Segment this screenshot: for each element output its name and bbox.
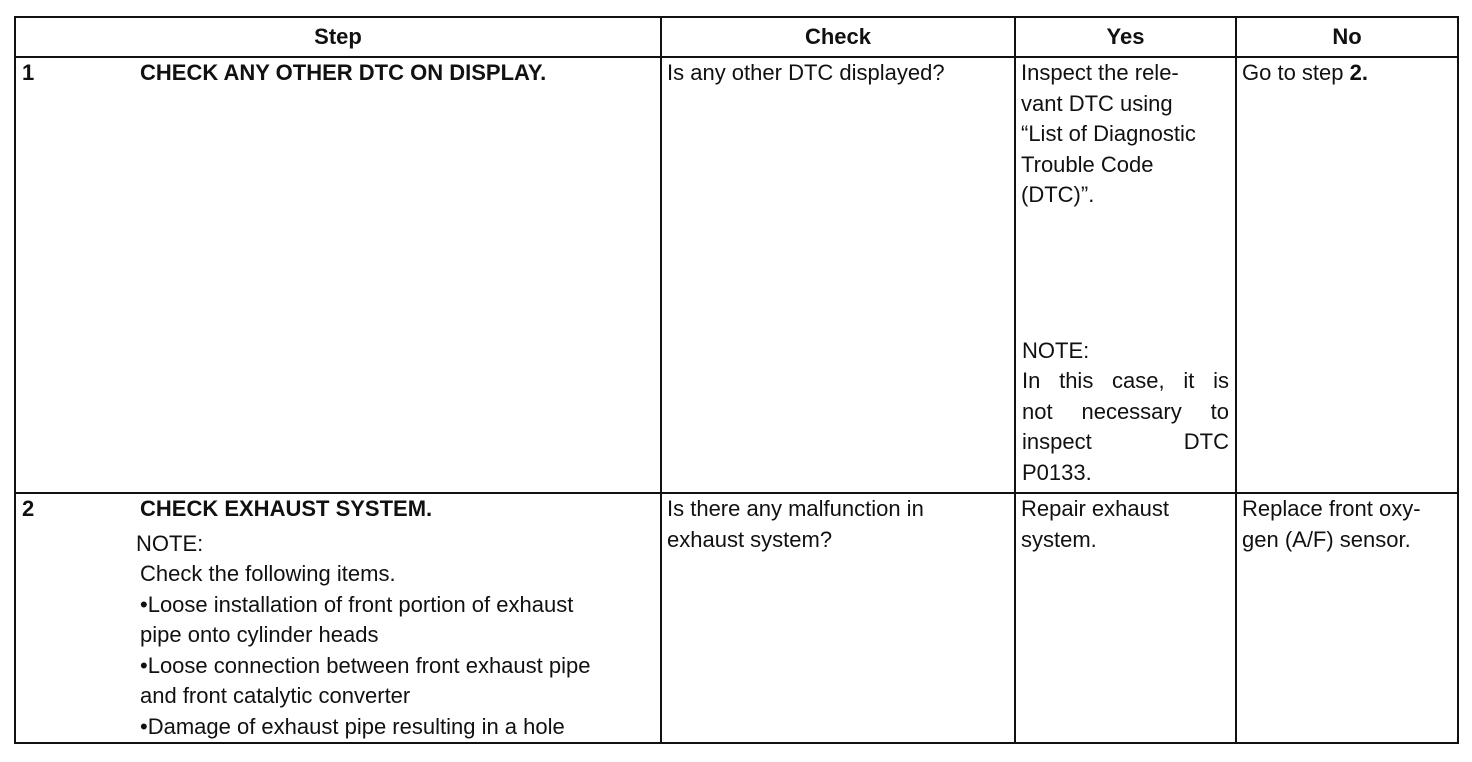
note-line: Check the following items.	[140, 561, 396, 586]
yes-line: Trouble Code	[1021, 151, 1154, 177]
yes-cell	[1015, 493, 1236, 743]
check-cell	[661, 57, 1015, 493]
header-step: Step	[15, 17, 661, 57]
check-text: Is any other DTC displayed?	[667, 60, 945, 85]
no-cell	[1236, 57, 1458, 493]
header-row	[15, 17, 1458, 57]
note-label: NOTE:	[136, 530, 204, 556]
header-yes: Yes	[1015, 17, 1236, 57]
yes-line: Repair exhaust	[1021, 496, 1169, 521]
yes-line: “List of Diagnostic	[1021, 121, 1196, 146]
note-label: NOTE:	[1022, 337, 1090, 363]
diagnostic-table	[14, 16, 1459, 744]
no-step-ref: 2.	[1349, 60, 1368, 85]
note-line: P0133.	[1022, 459, 1092, 485]
table-row	[15, 57, 1458, 493]
yes-line: (DTC)”.	[1021, 182, 1095, 207]
step-number: 1	[22, 60, 35, 85]
note-line: and front catalytic converter	[140, 683, 411, 708]
note-line: •Damage of exhaust pipe resulting in a hole	[140, 713, 565, 739]
check-line: Is there any malfunction in	[667, 496, 924, 521]
table-row	[15, 493, 1458, 743]
header-no: No	[1236, 17, 1458, 57]
no-text: Go to step	[1242, 60, 1350, 85]
yes-line: vant DTC using	[1021, 90, 1173, 116]
yes-cell	[1015, 57, 1236, 493]
yes-line: system.	[1021, 526, 1097, 552]
step-title: CHECK EXHAUST SYSTEM.	[140, 496, 433, 521]
step-number: 2	[22, 496, 35, 521]
check-line: exhaust system?	[667, 526, 833, 552]
yes-note	[1022, 336, 1229, 489]
check-cell	[661, 493, 1015, 743]
note-line: •Loose connection between front exhaust pipe	[140, 652, 591, 678]
note-line: •Loose installation of front portion of exhaust	[140, 591, 574, 617]
no-line: gen (A/F) sensor.	[1242, 526, 1411, 552]
note-line: not necessary to	[1022, 398, 1229, 424]
yes-line: Inspect the rele-	[1021, 60, 1179, 85]
no-line: Replace front oxy-	[1242, 496, 1421, 521]
note-line: In this case, it is	[1022, 368, 1229, 393]
note-line: inspect DTC	[1022, 429, 1229, 454]
no-cell	[1236, 493, 1458, 743]
step-cell	[15, 57, 661, 493]
step-cell	[15, 493, 661, 743]
note-line: pipe onto cylinder heads	[140, 622, 379, 647]
step-title: CHECK ANY OTHER DTC ON DISPLAY.	[140, 60, 547, 85]
header-check: Check	[661, 17, 1015, 57]
